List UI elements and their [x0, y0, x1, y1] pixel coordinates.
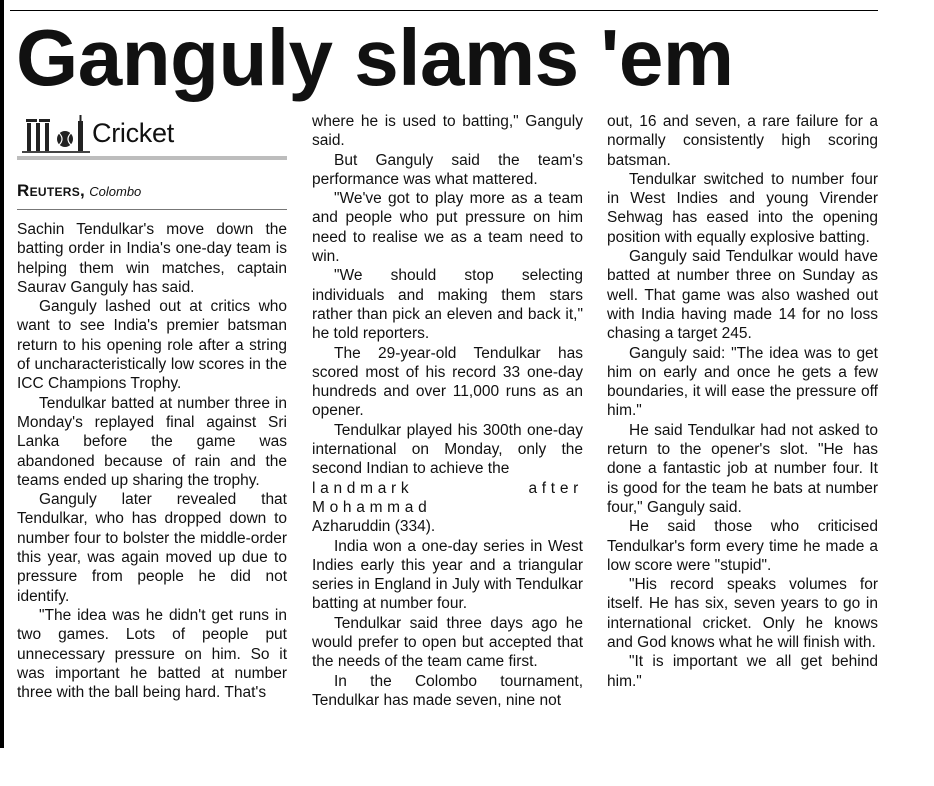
byline-agency: Reuters, [17, 181, 86, 200]
paragraph: India won a one-day series in West Indies early this year and a triangular series in England in July with Tendulkar batting at number four. [312, 537, 583, 613]
paragraph: The 29-year-old Tendulkar has scored most of his record 33 one-day hundreds and over 11,000 runs as an opener. [312, 344, 583, 420]
paragraph: "The idea was he didn't get runs in two games. Lots of people put unnecessary pressure on him. So it was important he batted at number three with the ball being hard. That's [17, 606, 287, 702]
paragraph: out, 16 and seven, a rare failure for a normally consistently high scoring batsman. [607, 113, 878, 169]
cricket-stumps-icon [20, 115, 94, 153]
paragraph: Tendulkar switched to number four in West Indies and young Virender Sehwag has eased into the opening position with equally explosive batting. [607, 170, 878, 246]
section-header [17, 112, 287, 156]
section-rule [17, 156, 287, 160]
headline: Ganguly slams 'em [16, 13, 734, 102]
paragraph-line: Azharuddin (334). [312, 518, 436, 536]
paragraph: Tendulkar said three days ago he would prefer to open but accepted that the needs of the team came first. [312, 614, 583, 671]
paragraph: Ganguly later revealed that Tendulkar, who has dropped down to number four to bolster the middle-order this year, was again moved up due to pressure from people he did not identify. [17, 491, 287, 605]
top-border-rule [10, 10, 878, 11]
byline-place: Colombo [89, 184, 142, 199]
paragraph: He said those who criticised Tendulkar's form every time he made a low score were "stupid". [607, 518, 878, 574]
paragraph: But Ganguly said the team's performance was what mattered. [312, 151, 583, 188]
paragraph: "His record speaks volumes for itself. He has six, seven years to go in international cricket. Only he knows and God knows what he will finish with. [607, 576, 878, 652]
paragraph: Tendulkar played his 300th one-day international on Monday, only the second Indian to achieve the [312, 421, 583, 478]
section-title: Cricket [92, 118, 174, 148]
paragraph: Ganguly said Tendulkar would have batted at number three on Sunday as well. That game was also washed out with India having made 14 for no loss chasing a target 245. [607, 248, 878, 343]
paragraph: In the Colombo tournament, Tendulkar has made seven, nine not [312, 672, 583, 709]
paragraph: Ganguly said: "The idea was to get him on early and once he gets a few boundaries, it will ease the pressure off him." [607, 344, 878, 420]
paragraph: He said Tendulkar had not asked to return to the opener's slot. "He has done a fantastic job at number four. It is good for the team he bats at number four," Ganguly said. [607, 421, 878, 516]
byline [17, 182, 287, 201]
byline-rule [17, 209, 287, 210]
paragraph: "It is important we all get behind him." [607, 653, 878, 690]
paragraph: Tendulkar batted at number three in Monday's replayed final against Sri Lanka before the game was abandoned because of rain and the teams ended up sharing the trophy. [17, 394, 287, 489]
article-column-2 [312, 112, 583, 710]
paragraph: "We should stop selecting individuals and making them stars rather than pick an eleven and back it," he told reporters. [312, 267, 583, 343]
paragraph: Ganguly lashed out at critics who want to see India's premier batsman return to his opening role after a string of uncharacteristically low scores in the ICC Champions Trophy. [17, 298, 287, 393]
left-border-rule [0, 0, 4, 748]
paragraph: "We've got to play more as a team and people who put pressure on him need to realise we as a team need to win. [312, 190, 583, 266]
paragraph: Sachin Tendulkar's move down the batting order in India's one-day team is helping them win matches, captain Saurav Ganguly has said. [17, 221, 287, 296]
paragraph: where he is used to batting," Ganguly said. [312, 113, 583, 150]
article-column-3 [607, 112, 878, 691]
article-column-1 [17, 112, 287, 702]
paragraph-line: landmark after Mohammad [312, 479, 583, 516]
